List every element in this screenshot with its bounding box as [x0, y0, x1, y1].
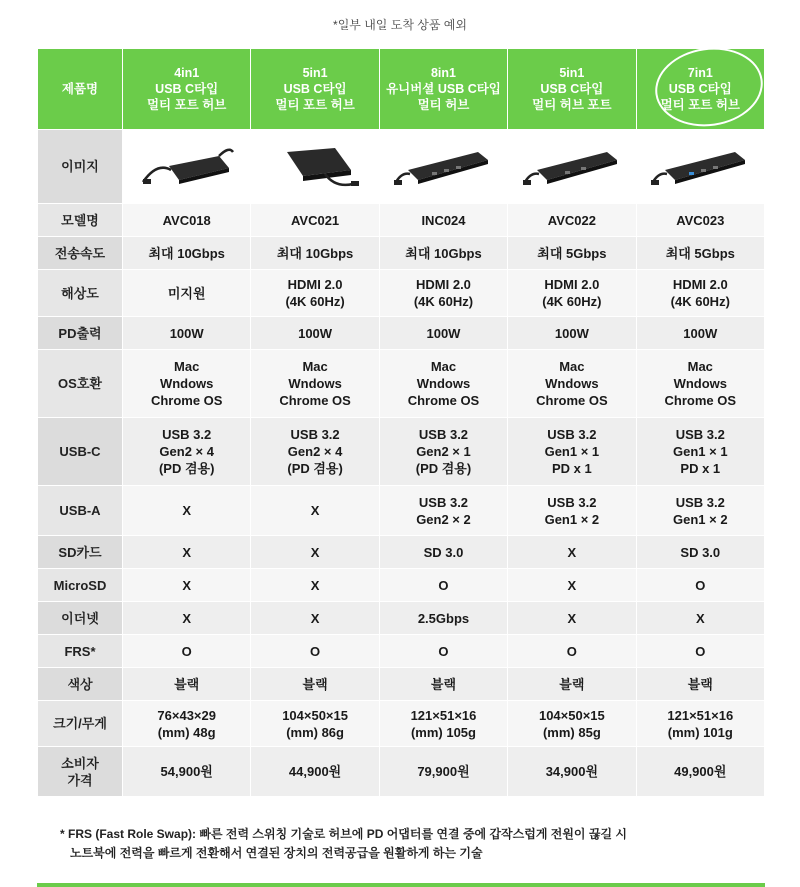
- table-row: [38, 350, 765, 418]
- row-label: USB-C: [38, 418, 123, 486]
- product-name-1: 4in1 USB C타입 멀티 포트 허브: [123, 49, 251, 130]
- table-cell: SD 3.0: [379, 536, 507, 569]
- row-label: 모델명: [38, 204, 123, 237]
- table-cell: HDMI 2.0 (4K 60Hz): [636, 270, 764, 317]
- table-row: [38, 237, 765, 270]
- table-cell: O: [123, 635, 251, 668]
- table-row: [38, 204, 765, 237]
- table-cell: X: [251, 536, 379, 569]
- row-label: 색상: [38, 668, 123, 701]
- table-cell: 블랙: [251, 668, 379, 701]
- usb-hub-icon: [645, 142, 755, 192]
- table-cell: USB 3.2 Gen1 × 1 PD x 1: [636, 418, 764, 486]
- table-row: [38, 747, 765, 797]
- table-cell: HDMI 2.0 (4K 60Hz): [379, 270, 507, 317]
- table-cell: X: [123, 569, 251, 602]
- table-cell: X: [123, 536, 251, 569]
- row-label: OS호환: [38, 350, 123, 418]
- table-cell: USB 3.2 Gen1 × 1 PD x 1: [508, 418, 636, 486]
- row-label: 크기/무게: [38, 701, 123, 747]
- table-cell: 104×50×15 (mm) 85g: [508, 701, 636, 747]
- footnote-line-2: 노트북에 전력을 빠르게 전환해서 연결된 장치의 전력공급을 원활하게 하는 기술: [70, 846, 483, 860]
- table-cell: USB 3.2 Gen2 × 2: [379, 486, 507, 536]
- table-cell: Mac Wndows Chrome OS: [251, 350, 379, 418]
- table-cell: USB 3.2 Gen1 × 2: [636, 486, 764, 536]
- row-label: 전송속도: [38, 237, 123, 270]
- bottom-accent-bar: [37, 883, 765, 887]
- table-cell: O: [508, 635, 636, 668]
- table-row: [38, 486, 765, 536]
- table-cell: X: [636, 602, 764, 635]
- header-row: [38, 49, 765, 130]
- table-cell: AVC022: [508, 204, 636, 237]
- table-row: [38, 536, 765, 569]
- table-cell: 최대 10Gbps: [251, 237, 379, 270]
- row-label: 이미지: [38, 130, 123, 204]
- table-cell: O: [636, 569, 764, 602]
- table-cell: 100W: [379, 317, 507, 350]
- header-label: 제품명: [38, 49, 123, 130]
- table-cell: 34,900원: [508, 747, 636, 797]
- table-cell: X: [251, 486, 379, 536]
- product-name-3: 8in1 유니버셜 USB C타입 멀티 허브: [379, 49, 507, 130]
- table-cell: 블랙: [123, 668, 251, 701]
- table-cell: AVC018: [123, 204, 251, 237]
- table-cell: 최대 10Gbps: [123, 237, 251, 270]
- table-row: [38, 701, 765, 747]
- row-label: MicroSD: [38, 569, 123, 602]
- comparison-table: [37, 48, 765, 797]
- product-image-4: [508, 130, 636, 204]
- table-cell: Mac Wndows Chrome OS: [379, 350, 507, 418]
- footnote-line-1: * FRS (Fast Role Swap): 빠른 전력 스위칭 기술로 허브에 PD 어댑터를 연결 중에 갑작스럽게 전원이 끊길 시: [60, 827, 627, 841]
- table-cell: 44,900원: [251, 747, 379, 797]
- product-image-3: [379, 130, 507, 204]
- table-cell: X: [508, 569, 636, 602]
- table-cell: 최대 5Gbps: [636, 237, 764, 270]
- table-cell: INC024: [379, 204, 507, 237]
- table-cell: X: [251, 602, 379, 635]
- table-cell: 미지원: [123, 270, 251, 317]
- table-cell: 100W: [251, 317, 379, 350]
- table-cell: HDMI 2.0 (4K 60Hz): [251, 270, 379, 317]
- table-cell: AVC023: [636, 204, 764, 237]
- table-row: [38, 317, 765, 350]
- table-cell: X: [123, 602, 251, 635]
- table-cell: 블랙: [636, 668, 764, 701]
- table-cell: 블랙: [379, 668, 507, 701]
- table-cell: 100W: [636, 317, 764, 350]
- table-cell: 121×51×16 (mm) 105g: [379, 701, 507, 747]
- table-cell: USB 3.2 Gen1 × 2: [508, 486, 636, 536]
- table-cell: 최대 5Gbps: [508, 237, 636, 270]
- row-label: USB-A: [38, 486, 123, 536]
- table-cell: O: [379, 635, 507, 668]
- row-label: 소비자 가격: [38, 747, 123, 797]
- table-cell: 2.5Gbps: [379, 602, 507, 635]
- table-row: [38, 569, 765, 602]
- table-cell: 79,900원: [379, 747, 507, 797]
- table-cell: HDMI 2.0 (4K 60Hz): [508, 270, 636, 317]
- row-label: 이더넷: [38, 602, 123, 635]
- table-row: [38, 270, 765, 317]
- usb-hub-icon: [137, 142, 237, 192]
- table-cell: O: [636, 635, 764, 668]
- table-cell: 100W: [123, 317, 251, 350]
- table-cell: O: [379, 569, 507, 602]
- table-cell: 100W: [508, 317, 636, 350]
- usb-hub-icon: [265, 142, 365, 192]
- table-row: [38, 602, 765, 635]
- table-cell: AVC021: [251, 204, 379, 237]
- table-cell: SD 3.0: [636, 536, 764, 569]
- usb-hub-icon: [388, 142, 498, 192]
- product-name-5: 7in1 USB C타입 멀티 포트 허브: [636, 49, 764, 130]
- table-cell: X: [508, 536, 636, 569]
- table-row: [38, 635, 765, 668]
- table-cell: 49,900원: [636, 747, 764, 797]
- top-note: *일부 내일 도착 상품 예외: [333, 17, 467, 32]
- table-cell: Mac Wndows Chrome OS: [123, 350, 251, 418]
- table-cell: Mac Wndows Chrome OS: [508, 350, 636, 418]
- table-cell: 블랙: [508, 668, 636, 701]
- table-row: [38, 418, 765, 486]
- product-name-2: 5in1 USB C타입 멀티 포트 허브: [251, 49, 379, 130]
- image-row: [38, 130, 765, 204]
- table-cell: X: [251, 569, 379, 602]
- footnote: [60, 825, 760, 863]
- table-row: [38, 668, 765, 701]
- table-cell: X: [508, 602, 636, 635]
- table-cell: 최대 10Gbps: [379, 237, 507, 270]
- product-image-1: [123, 130, 251, 204]
- table-cell: Mac Wndows Chrome OS: [636, 350, 764, 418]
- table-cell: 104×50×15 (mm) 86g: [251, 701, 379, 747]
- product-image-2: [251, 130, 379, 204]
- row-label: SD카드: [38, 536, 123, 569]
- table-cell: USB 3.2 Gen2 × 4 (PD 겸용): [123, 418, 251, 486]
- table-cell: X: [123, 486, 251, 536]
- table-cell: 76×43×29 (mm) 48g: [123, 701, 251, 747]
- usb-hub-icon: [517, 142, 627, 192]
- row-label: PD출력: [38, 317, 123, 350]
- row-label: FRS*: [38, 635, 123, 668]
- row-label: 해상도: [38, 270, 123, 317]
- table-cell: USB 3.2 Gen2 × 4 (PD 겸용): [251, 418, 379, 486]
- product-image-5: [636, 130, 764, 204]
- table-cell: 54,900원: [123, 747, 251, 797]
- table-cell: O: [251, 635, 379, 668]
- table-cell: 121×51×16 (mm) 101g: [636, 701, 764, 747]
- table-cell: USB 3.2 Gen2 × 1 (PD 겸용): [379, 418, 507, 486]
- product-name-4: 5in1 USB C타입 멀티 허브 포트: [508, 49, 636, 130]
